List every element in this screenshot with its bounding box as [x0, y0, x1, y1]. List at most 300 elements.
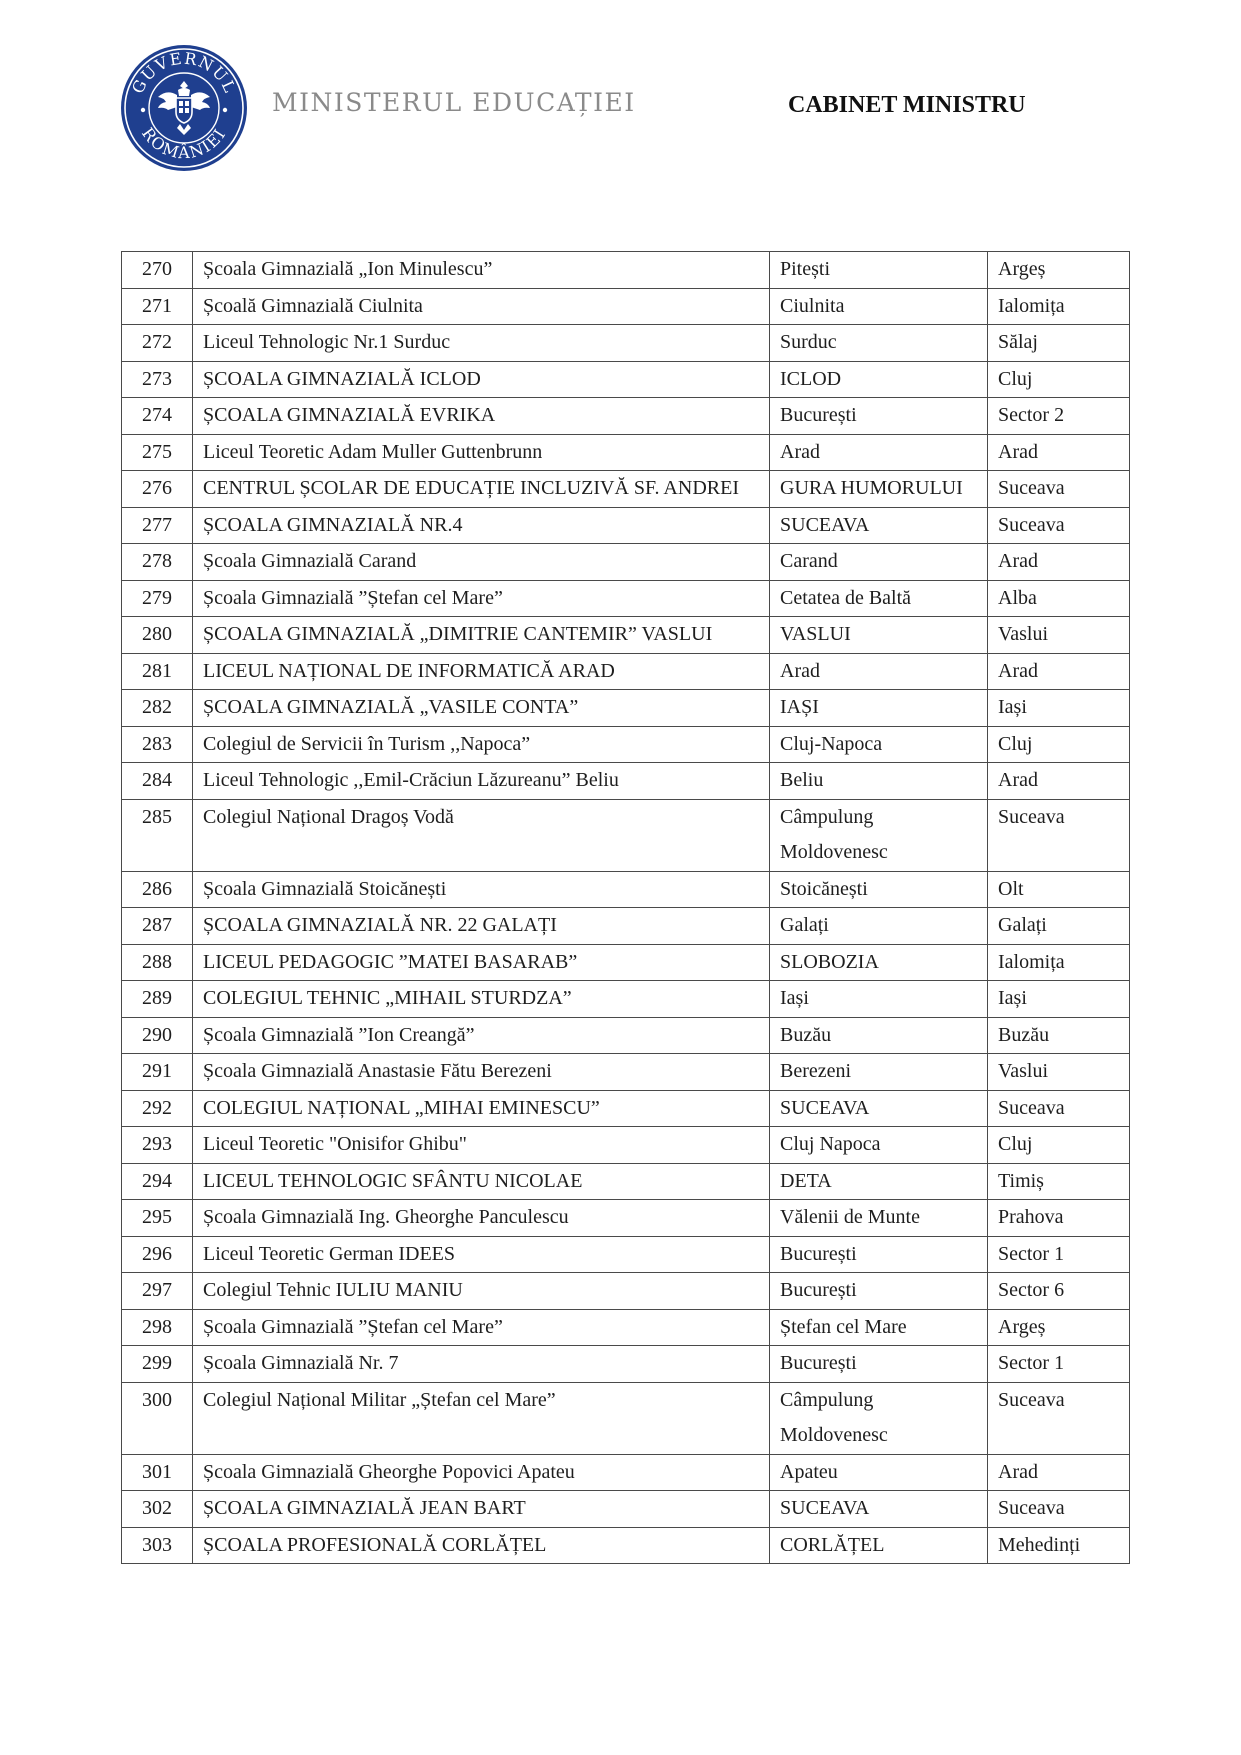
table-row [122, 1346, 1130, 1383]
locality: SLOBOZIA [780, 950, 879, 973]
table-row [122, 1127, 1130, 1164]
county: Sector 2 [998, 404, 1065, 426]
county-cell [988, 981, 1130, 1018]
school-name: LICEUL PEDAGOGIC ”MATEI BASARAB” [203, 950, 578, 973]
county-cell [988, 398, 1130, 435]
school-name-cell [193, 288, 770, 325]
row-number-cell [122, 471, 193, 508]
locality-cell [770, 1454, 988, 1491]
row-number-cell [122, 580, 193, 617]
county-cell [988, 1200, 1130, 1237]
row-number: 303 [142, 1533, 172, 1556]
county: Alba [998, 586, 1037, 609]
locality: Stoicănești [780, 877, 868, 900]
locality: IAȘI [780, 696, 819, 718]
school-name-cell [193, 617, 770, 654]
school-name: Școala Gimnazială Ing. Gheorghe Panculescu [203, 1206, 569, 1228]
table-row [122, 252, 1130, 289]
county: Iași [998, 987, 1027, 1009]
row-number: 284 [142, 769, 172, 791]
locality-cell [770, 908, 988, 945]
table-row [122, 325, 1130, 362]
table-row [122, 871, 1130, 908]
school-name-cell [193, 1527, 770, 1564]
row-number-cell [122, 1236, 193, 1273]
schools-table-body [122, 252, 1130, 1564]
locality: București [780, 404, 857, 426]
county-cell [988, 871, 1130, 908]
row-number: 277 [142, 513, 172, 536]
county-cell [988, 288, 1130, 325]
table-row [122, 1163, 1130, 1200]
school-name-cell [193, 908, 770, 945]
county-cell [988, 580, 1130, 617]
locality-cell [770, 726, 988, 763]
school-name: Liceul Tehnologic ,,Emil-Crăciun Lăzureanu” Beliu [203, 769, 619, 791]
table-row [122, 1491, 1130, 1528]
row-number: 300 [142, 1388, 172, 1411]
locality: Pitești [780, 258, 831, 280]
locality: Carand [780, 550, 838, 572]
locality-cell [770, 653, 988, 690]
row-number: 271 [142, 294, 172, 317]
school-name: ȘCOALA GIMNAZIALĂ NR. 22 GALAȚI [203, 914, 557, 936]
school-name-cell [193, 871, 770, 908]
table-row [122, 1527, 1130, 1564]
school-name-cell [193, 1236, 770, 1273]
school-name: Școala Gimnazială Nr. 7 [203, 1352, 399, 1374]
school-name: Școala Gimnazială Carand [203, 550, 417, 572]
school-name: COLEGIUL NAȚIONAL „MIHAI EMINESCU” [203, 1096, 600, 1119]
county: Arad [998, 769, 1038, 791]
school-name-cell [193, 580, 770, 617]
table-row [122, 981, 1130, 1018]
school-name-cell [193, 1200, 770, 1237]
school-name: ȘCOALA GIMNAZIALĂ „DIMITRIE CANTEMIR” VASLUI [203, 623, 713, 645]
row-number-cell [122, 944, 193, 981]
locality-cell [770, 1200, 988, 1237]
school-name-cell [193, 252, 770, 289]
county: Argeș [998, 258, 1046, 280]
row-number: 294 [142, 1169, 172, 1192]
school-name: ȘCOALA GIMNAZIALĂ JEAN BART [203, 1497, 526, 1519]
locality-cell [770, 1017, 988, 1054]
school-name-cell [193, 799, 770, 871]
county-cell [988, 252, 1130, 289]
county: Prahova [998, 1206, 1064, 1228]
county: Arad [998, 1460, 1038, 1483]
row-number: 298 [142, 1315, 172, 1338]
school-name: Colegiul Național Dragoș Vodă [203, 805, 454, 828]
school-name: Școala Gimnazială ”Ștefan cel Mare” [203, 1315, 503, 1338]
row-number: 274 [142, 404, 172, 426]
row-number-cell [122, 1454, 193, 1491]
locality-cell [770, 617, 988, 654]
locality-cell [770, 288, 988, 325]
row-number-cell [122, 690, 193, 727]
county: Argeș [998, 1315, 1046, 1338]
locality-cell [770, 981, 988, 1018]
locality: Cluj Napoca [780, 1133, 881, 1155]
row-number: 289 [142, 987, 172, 1009]
locality-cell [770, 944, 988, 981]
school-name: LICEUL TEHNOLOGIC SFÂNTU NICOLAE [203, 1169, 583, 1192]
school-name-cell [193, 1491, 770, 1528]
county: Galați [998, 914, 1047, 936]
table-row [122, 361, 1130, 398]
school-name-cell [193, 507, 770, 544]
county-cell [988, 726, 1130, 763]
row-number-cell [122, 653, 193, 690]
school-name: Școala Gimnazială Gheorghe Popovici Apateu [203, 1460, 575, 1483]
county-cell [988, 690, 1130, 727]
row-number: 302 [142, 1497, 172, 1519]
seal-text-bottom: ROMÂNIEI [138, 124, 230, 163]
row-number-cell [122, 1054, 193, 1091]
school-name-cell [193, 653, 770, 690]
locality: Iași [780, 987, 809, 1009]
county-cell [988, 1491, 1130, 1528]
county-cell [988, 507, 1130, 544]
locality-cell [770, 1527, 988, 1564]
table-row [122, 617, 1130, 654]
school-name-cell [193, 1017, 770, 1054]
school-name: Liceul Teoretic German IDEES [203, 1242, 456, 1265]
row-number-cell [122, 1273, 193, 1310]
county: Suceava [998, 477, 1065, 499]
county-cell [988, 1017, 1130, 1054]
locality-cell [770, 471, 988, 508]
school-name: CENTRUL ȘCOLAR DE EDUCAȚIE INCLUZIVĂ SF. ANDREI [203, 477, 739, 499]
locality-cell [770, 507, 988, 544]
row-number-cell [122, 1491, 193, 1528]
row-number-cell [122, 726, 193, 763]
school-name-cell [193, 1054, 770, 1091]
table-row [122, 1200, 1130, 1237]
county-cell [988, 1273, 1130, 1310]
county: Mehedinți [998, 1533, 1081, 1556]
row-number: 281 [142, 659, 172, 682]
row-number-cell [122, 981, 193, 1018]
row-number-cell [122, 1527, 193, 1564]
school-name: LICEUL NAȚIONAL DE INFORMATICĂ ARAD [203, 659, 615, 682]
row-number: 276 [142, 477, 172, 499]
county: Cluj [998, 732, 1033, 755]
school-name: COLEGIUL TEHNIC „MIHAIL STURDZA” [203, 987, 572, 1009]
government-seal-icon [120, 44, 248, 172]
school-name-cell [193, 471, 770, 508]
school-name: Liceul Teoretic "Onisifor Ghibu" [203, 1133, 467, 1155]
table-row [122, 1273, 1130, 1310]
county-cell [988, 1309, 1130, 1346]
county-cell [988, 325, 1130, 362]
school-name: Colegiul de Servicii în Turism ,,Napoca” [203, 732, 531, 755]
school-name-cell [193, 1454, 770, 1491]
locality: Cetatea de Baltă [780, 586, 912, 609]
row-number-cell [122, 361, 193, 398]
row-number: 292 [142, 1096, 172, 1119]
locality: VASLUI [780, 623, 851, 645]
county-cell [988, 1346, 1130, 1383]
school-name-cell [193, 1127, 770, 1164]
locality: Buzău [780, 1023, 832, 1046]
row-number-cell [122, 1017, 193, 1054]
county: Arad [998, 550, 1038, 572]
table-row [122, 908, 1130, 945]
row-number-cell [122, 763, 193, 800]
table-row [122, 580, 1130, 617]
table-row [122, 799, 1130, 871]
locality: Arad [780, 659, 820, 682]
county: Timiș [998, 1169, 1044, 1192]
county: Sector 1 [998, 1242, 1065, 1265]
row-number: 272 [142, 331, 172, 353]
school-name: ȘCOALA GIMNAZIALĂ NR.4 [203, 513, 463, 536]
county-cell [988, 1163, 1130, 1200]
row-number-cell [122, 871, 193, 908]
locality-cell [770, 1127, 988, 1164]
school-name: Școala Gimnazială Stoicănești [203, 877, 447, 900]
table-row [122, 471, 1130, 508]
county: Vaslui [998, 1060, 1048, 1082]
row-number-cell [122, 1090, 193, 1127]
table-row [122, 398, 1130, 435]
row-number-cell [122, 799, 193, 871]
row-number: 285 [142, 805, 172, 828]
county: Vaslui [998, 623, 1048, 645]
row-number-cell [122, 252, 193, 289]
row-number-cell [122, 1163, 193, 1200]
school-name-cell [193, 944, 770, 981]
row-number: 290 [142, 1023, 172, 1046]
locality-cell [770, 763, 988, 800]
school-name-cell [193, 361, 770, 398]
locality-cell [770, 544, 988, 581]
school-name: ȘCOALA GIMNAZIALĂ „VASILE CONTA” [203, 696, 579, 718]
county-cell [988, 1454, 1130, 1491]
school-name-cell [193, 1382, 770, 1454]
locality: GURA HUMORULUI [780, 477, 963, 499]
county-cell [988, 1527, 1130, 1564]
school-name: Liceul Teoretic Adam Muller Guttenbrunn [203, 440, 543, 463]
county-cell [988, 1090, 1130, 1127]
locality-cell [770, 1382, 988, 1454]
county: Sălaj [998, 331, 1038, 353]
locality-cell [770, 1090, 988, 1127]
table-row [122, 1017, 1130, 1054]
county: Arad [998, 440, 1038, 463]
locality: Apateu [780, 1460, 838, 1483]
county: Iași [998, 696, 1027, 718]
school-name-cell [193, 981, 770, 1018]
county-cell [988, 653, 1130, 690]
row-number: 299 [142, 1352, 172, 1374]
row-number: 297 [142, 1279, 172, 1301]
locality: Beliu [780, 769, 824, 791]
locality: ICLOD [780, 367, 842, 390]
locality: București [780, 1352, 857, 1374]
county-cell [988, 434, 1130, 471]
table-row [122, 1382, 1130, 1454]
locality: Câmpulung Moldovenesc [780, 1388, 888, 1446]
county: Olt [998, 877, 1024, 900]
locality-cell [770, 325, 988, 362]
school-name: Colegiul Național Militar „Ștefan cel Mare” [203, 1388, 556, 1411]
row-number: 286 [142, 877, 172, 900]
locality: Ștefan cel Mare [780, 1315, 907, 1338]
row-number: 278 [142, 550, 172, 572]
school-name: ȘCOALA GIMNAZIALĂ EVRIKA [203, 404, 496, 426]
table-row [122, 1309, 1130, 1346]
school-name: Școala Gimnazială ”Ștefan cel Mare” [203, 586, 503, 609]
school-name-cell [193, 763, 770, 800]
row-number-cell [122, 398, 193, 435]
school-name: ȘCOALA GIMNAZIALĂ ICLOD [203, 367, 481, 390]
locality-cell [770, 398, 988, 435]
county-cell [988, 1054, 1130, 1091]
locality-cell [770, 1054, 988, 1091]
county-cell [988, 471, 1130, 508]
row-number: 301 [142, 1460, 172, 1483]
row-number-cell [122, 1382, 193, 1454]
county: Cluj [998, 1133, 1033, 1155]
locality-cell [770, 580, 988, 617]
locality: Berezeni [780, 1060, 852, 1082]
table-row [122, 1054, 1130, 1091]
school-name-cell [193, 690, 770, 727]
locality: Câmpulung Moldovenesc [780, 805, 888, 863]
locality: CORLĂȚEL [780, 1533, 885, 1556]
school-name-cell [193, 544, 770, 581]
county-cell [988, 763, 1130, 800]
county-cell [988, 799, 1130, 871]
county-cell [988, 617, 1130, 654]
row-number: 295 [142, 1206, 172, 1228]
county-cell [988, 908, 1130, 945]
county: Suceava [998, 513, 1065, 536]
school-name-cell [193, 1346, 770, 1383]
county: Suceava [998, 1497, 1065, 1519]
table-row [122, 507, 1130, 544]
row-number: 291 [142, 1060, 172, 1082]
schools-table [121, 251, 1130, 1564]
table-row [122, 763, 1130, 800]
county: Suceava [998, 1388, 1065, 1411]
county-cell [988, 1382, 1130, 1454]
row-number-cell [122, 544, 193, 581]
row-number-cell [122, 1309, 193, 1346]
locality: Surduc [780, 331, 837, 353]
county: Arad [998, 659, 1038, 682]
row-number-cell [122, 325, 193, 362]
county: Sector 6 [998, 1279, 1065, 1301]
cabinet-title: CABINET MINISTRU [788, 92, 1026, 118]
school-name: Școala Gimnazială „Ion Minulescu” [203, 258, 493, 280]
table-row [122, 944, 1130, 981]
row-number: 279 [142, 586, 172, 609]
county-cell [988, 1127, 1130, 1164]
ministry-name: MINISTERUL EDUCAȚIEI [272, 88, 636, 117]
locality: Vălenii de Munte [780, 1206, 920, 1228]
school-name-cell [193, 398, 770, 435]
locality: București [780, 1279, 857, 1301]
row-number: 282 [142, 696, 172, 718]
county-cell [988, 1236, 1130, 1273]
locality: SUCEAVA [780, 1497, 870, 1519]
school-name-cell [193, 726, 770, 763]
locality-cell [770, 1346, 988, 1383]
row-number: 287 [142, 914, 172, 936]
county-cell [988, 944, 1130, 981]
county-cell [988, 544, 1130, 581]
locality: Cluj-Napoca [780, 732, 883, 755]
county: Buzău [998, 1023, 1050, 1046]
row-number: 273 [142, 367, 172, 390]
table-row [122, 434, 1130, 471]
row-number-cell [122, 434, 193, 471]
row-number-cell [122, 288, 193, 325]
table-row [122, 1454, 1130, 1491]
row-number: 275 [142, 440, 172, 463]
school-name-cell [193, 1273, 770, 1310]
row-number: 270 [142, 258, 172, 280]
locality-cell [770, 690, 988, 727]
row-number: 288 [142, 950, 172, 973]
row-number: 283 [142, 732, 172, 755]
table-row [122, 726, 1130, 763]
locality: Arad [780, 440, 820, 463]
table-row [122, 690, 1130, 727]
county: Cluj [998, 367, 1033, 390]
school-name-cell [193, 1309, 770, 1346]
school-name-cell [193, 434, 770, 471]
table-row [122, 544, 1130, 581]
county-cell [988, 361, 1130, 398]
letterhead [120, 44, 1120, 174]
locality-cell [770, 1163, 988, 1200]
locality: SUCEAVA [780, 513, 870, 536]
table-row [122, 653, 1130, 690]
locality: Ciulnita [780, 294, 845, 317]
row-number: 296 [142, 1242, 172, 1265]
table-row [122, 288, 1130, 325]
row-number-cell [122, 1127, 193, 1164]
table-row [122, 1090, 1130, 1127]
row-number: 280 [142, 623, 172, 645]
county: Ialomița [998, 294, 1065, 317]
locality-cell [770, 799, 988, 871]
row-number-cell [122, 1200, 193, 1237]
school-name: Liceul Tehnologic Nr.1 Surduc [203, 331, 451, 353]
row-number: 293 [142, 1133, 172, 1155]
locality-cell [770, 361, 988, 398]
locality-cell [770, 1491, 988, 1528]
county: Sector 1 [998, 1352, 1065, 1374]
locality: București [780, 1242, 857, 1265]
county: Ialomița [998, 950, 1065, 973]
seal-text-top: GUVERNUL [127, 48, 241, 97]
locality-cell [770, 1309, 988, 1346]
county: Suceava [998, 805, 1065, 828]
school-name-cell [193, 1163, 770, 1200]
locality-cell [770, 1236, 988, 1273]
school-name: Școala Gimnazială ”Ion Creangă” [203, 1023, 475, 1046]
county: Suceava [998, 1096, 1065, 1119]
row-number-cell [122, 1346, 193, 1383]
row-number-cell [122, 507, 193, 544]
locality: DETA [780, 1169, 832, 1192]
locality-cell [770, 252, 988, 289]
